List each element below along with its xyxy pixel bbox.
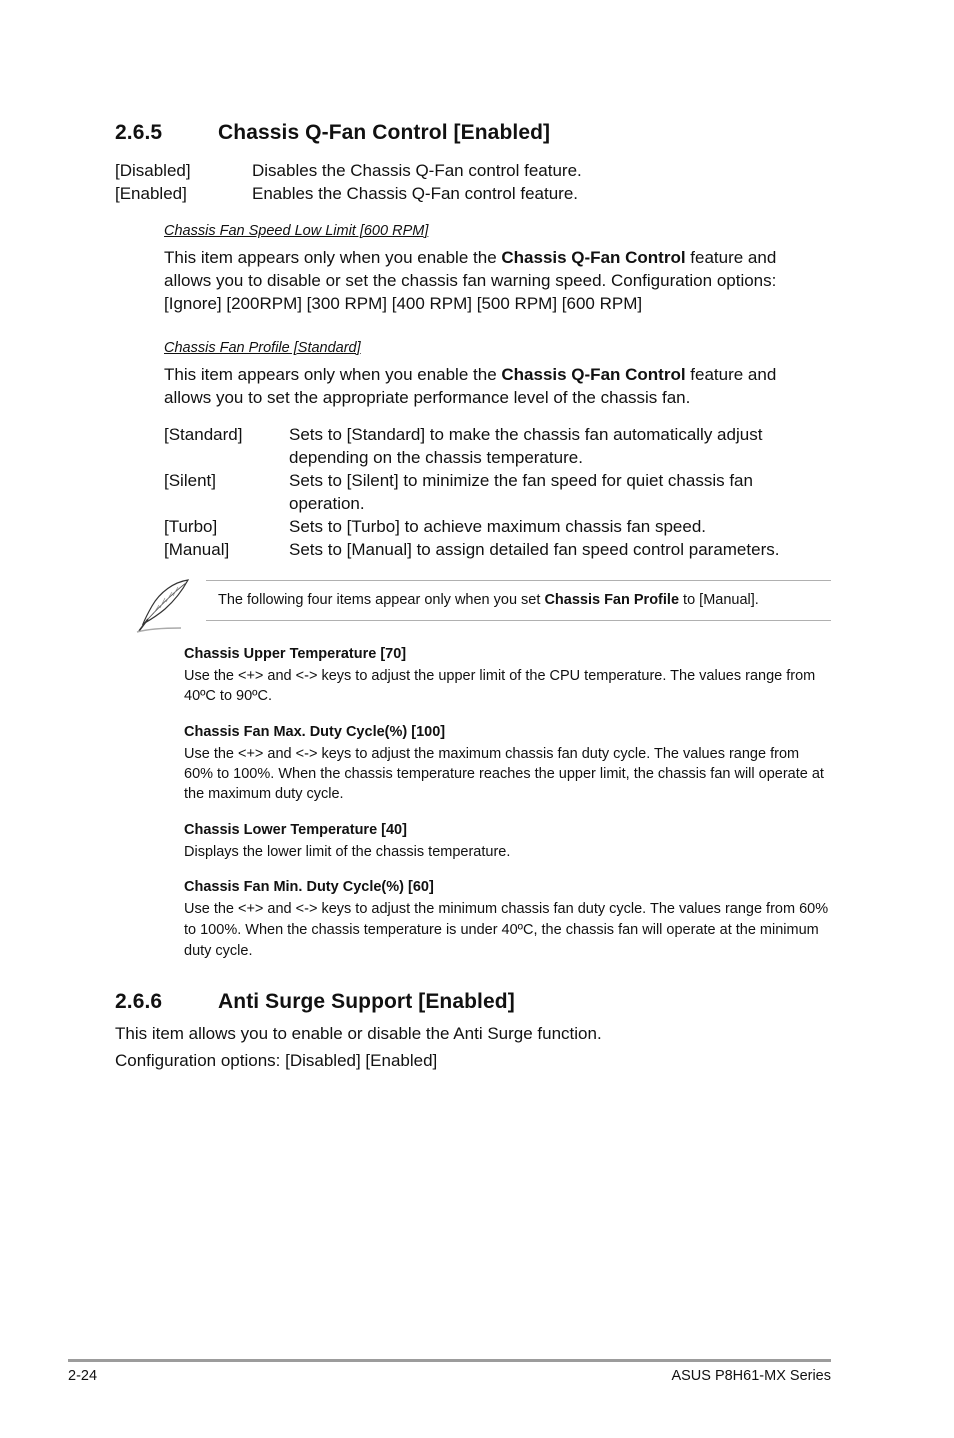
manual-item-desc: Use the <+> and <-> keys to adjust the maximum chassis fan duty cycle. The values range from 60% to 100%. When the chassis temperature reaches the upper limit, the chassis fan will operate at the maximum duty cycle. [184,746,824,802]
note-top-rule [206,580,831,581]
profile-option-row [164,515,804,538]
page-number: 2-24 [68,1368,98,1384]
note-bold: Chassis Fan Profile [544,592,680,608]
desc-text: feature and allows you to set the appropriate performance level of the chassis fan. [164,365,777,407]
section-title: Chassis Q-Fan Control [Enabled] [218,121,551,144]
option-key: [Turbo] [164,517,218,536]
option-key: [Standard] [164,425,243,444]
option-key: [Enabled] [115,184,187,203]
section-heading-2-6-6 [115,990,815,1016]
option-desc: Sets to [Silent] to minimize the fan speed for quiet chassis fan operation. [289,471,753,513]
option-desc: Enables the Chassis Q-Fan control feature. [252,184,578,203]
section-title: Anti Surge Support [Enabled] [218,990,515,1013]
option-desc: Sets to [Manual] to assign detailed fan speed control parameters. [289,540,780,559]
note-bottom-rule [206,620,831,621]
option-desc: Disables the Chassis Q-Fan control feature. [252,161,582,180]
note-text [218,592,759,608]
option-key: [Disabled] [115,161,191,180]
note-text-part: to [Manual]. [679,592,759,608]
option-key: [Manual] [164,540,230,559]
section-number: 2.6.5 [115,121,163,144]
footer-rule [68,1359,831,1362]
manual-item-title: Chassis Lower Temperature [40] [184,822,407,838]
manual-item-title: Chassis Fan Min. Duty Cycle(%) [60] [184,879,434,895]
section-number: 2.6.6 [115,990,163,1013]
subitem-title-speed-low-limit: Chassis Fan Speed Low Limit [600 RPM] [164,223,429,239]
feather-pen-icon [134,578,194,634]
manual-item-desc: Displays the lower limit of the chassis temperature. [184,844,511,860]
option-desc: Sets to [Standard] to make the chassis fan automatically adjust depending on the chassis temperature. [289,425,763,467]
desc-bold: Chassis Q-Fan Control [501,365,686,384]
manual-item-desc: Use the <+> and <-> keys to adjust the upper limit of the CPU temperature. The values range from 40ºC to 90ºC. [184,668,816,704]
subitem-title-fan-profile: Chassis Fan Profile [Standard] [164,340,361,356]
option-desc: Sets to [Turbo] to achieve maximum chassis fan speed. [289,517,707,536]
manual-item-title: Chassis Fan Max. Duty Cycle(%) [100] [184,724,446,740]
profile-option-row [164,469,804,515]
profile-option-row [164,538,804,561]
desc-bold: Chassis Q-Fan Control [501,248,686,267]
anti-surge-desc: This item allows you to enable or disable the Anti Surge function. [115,1024,602,1043]
desc-text: This item appears only when you enable the [164,248,502,267]
manual-item-desc: Use the <+> and <-> keys to adjust the minimum chassis fan duty cycle. The values range from 60% to 100%. When the chassis temperature is under 40ºC, the chassis fan will operate at the minimum duty cycle. [184,901,829,959]
desc-text: This item appears only when you enable the [164,365,502,384]
desc-text: feature and allows you to disable or set the chassis fan warning speed. Configuration options: [Ignore] [200RPM] [300 RPM] [400 RPM] [500 RPM] [600 RPM] [164,248,777,313]
qfan-option-row [115,159,815,182]
subitem-desc-fan-profile [164,363,804,409]
subitem-desc-speed-low-limit [164,246,804,315]
manual-item-title: Chassis Upper Temperature [70] [184,646,407,662]
section-heading-2-6-5 [115,121,815,147]
anti-surge-config: Configuration options: [Disabled] [Enabled] [115,1051,438,1070]
profile-option-row [164,423,804,469]
option-key: [Silent] [164,471,216,490]
note-text-part: The following four items appear only when you set [218,592,545,608]
product-name: ASUS P8H61-MX Series [671,1368,831,1384]
qfan-option-row [115,182,815,205]
